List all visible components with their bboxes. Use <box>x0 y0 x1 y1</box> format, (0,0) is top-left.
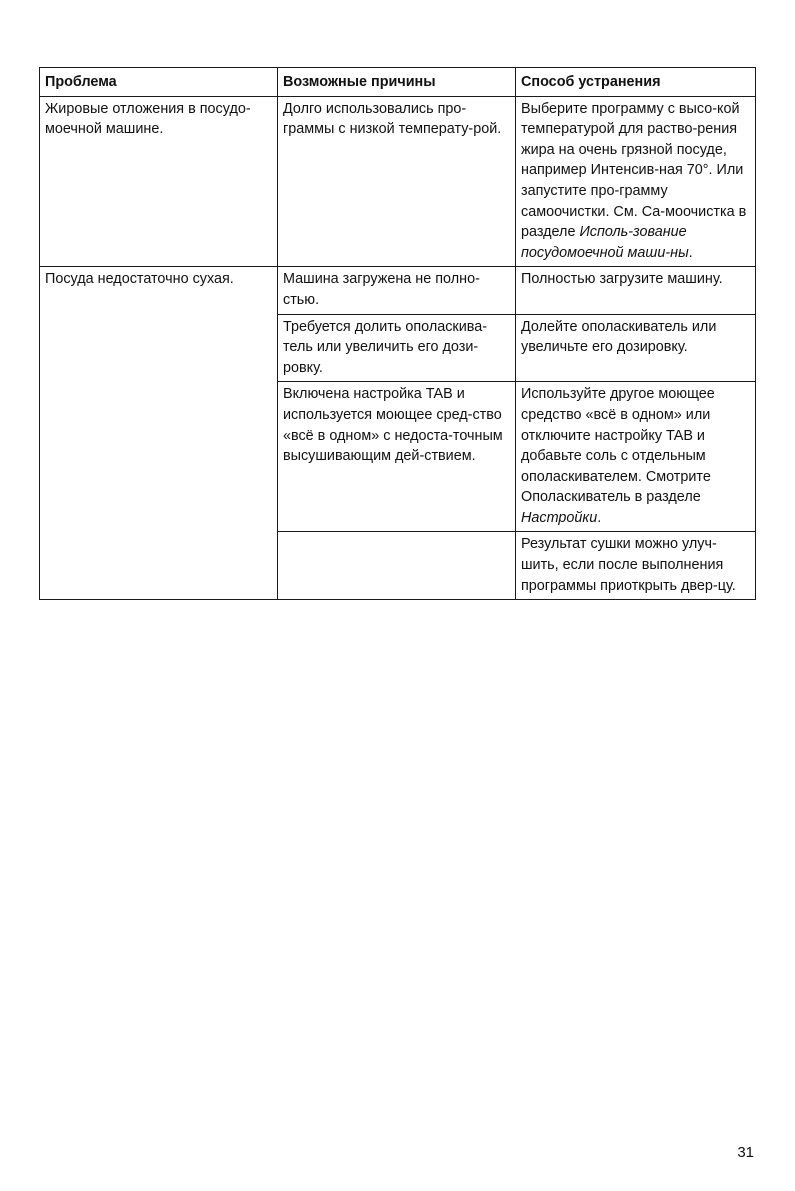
solution-text: Используйте другое моющее средство «всё в одном» или отключите настройку TAB и добавьте соль с отдельным ополаскивателем. Смотрите Ополаскиватель в разделе <box>521 386 715 506</box>
section-reference: Исполь-зование посудомоечной маши-ны <box>521 224 689 261</box>
problem-cell: Посуда недостаточно сухая. <box>40 267 278 600</box>
cause-cell: Включена настройка TAB и используется моющее сред-ство «всё в одном» с недоста-точным высушивающим дей-ствием. <box>278 382 516 532</box>
header-solution: Способ устранения <box>516 68 756 97</box>
cause-cell: Требуется долить ополаскива-тель или увеличить его дози-ровку. <box>278 314 516 382</box>
table-row <box>40 96 756 267</box>
header-problem: Проблема <box>40 68 278 97</box>
cause-cell: Машина загружена не полно-стью. <box>278 267 516 314</box>
cause-cell: Долго использовались про-граммы с низкой температу-рой. <box>278 96 516 267</box>
page-number: 31 <box>737 1144 754 1161</box>
table-header-row <box>40 68 756 97</box>
troubleshooting-table <box>39 67 756 600</box>
solution-text: Выберите программу с высо-кой температурой для раство-рения жира на очень грязной посуде, например Интенсив-ная 70°. Или запустите про-грамму самоочистки. См. Са-моочистка в разделе <box>521 100 747 241</box>
header-causes: Возможные причины <box>278 68 516 97</box>
solution-cell <box>516 96 756 267</box>
cause-cell <box>278 532 516 600</box>
problem-cell: Жировые отложения в посудо-моечной машине. <box>40 96 278 267</box>
solution-cell: Полностью загрузите машину. <box>516 267 756 314</box>
solution-cell <box>516 382 756 532</box>
table-row <box>40 267 756 314</box>
solution-cell: Долейте ополаскиватель или увеличьте его дозировку. <box>516 314 756 382</box>
solution-end: . <box>688 244 693 261</box>
solution-end: . <box>597 509 602 526</box>
section-reference: Настройки <box>521 509 598 526</box>
solution-cell: Результат сушки можно улуч-шить, если после выполнения программы приоткрыть двер-цу. <box>516 532 756 600</box>
